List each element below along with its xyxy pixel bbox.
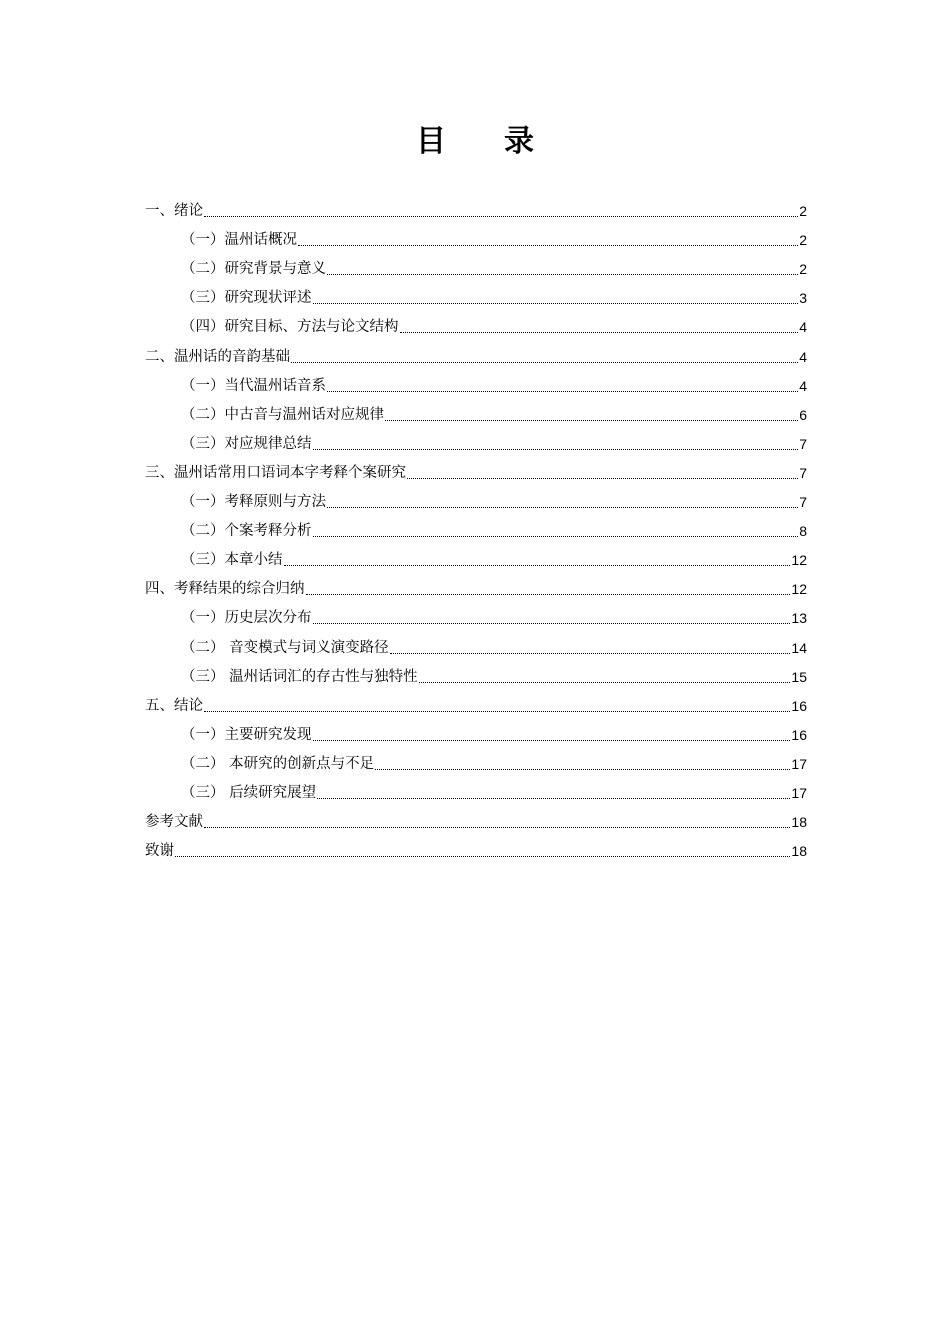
dot-leader <box>375 768 790 770</box>
dot-leader <box>317 797 790 799</box>
toc-page-number: 3 <box>799 290 807 307</box>
toc-entry[interactable] <box>145 368 807 397</box>
toc-entry[interactable] <box>145 833 807 862</box>
dot-leader <box>400 331 799 333</box>
toc-entry-title: （一）考释原则与方法 <box>181 494 326 511</box>
toc-entry[interactable] <box>145 600 807 629</box>
toc-entry[interactable] <box>145 484 807 513</box>
toc-entry[interactable] <box>145 688 807 717</box>
toc-page-number: 7 <box>799 435 807 452</box>
toc-page-number: 13 <box>791 610 807 627</box>
toc-entry[interactable] <box>145 338 807 367</box>
toc-entry[interactable] <box>145 804 807 833</box>
dot-leader <box>313 622 791 624</box>
toc-entry-title: （一）温州话概况 <box>181 232 297 249</box>
toc-page-number: 8 <box>799 523 807 540</box>
toc-entry-title: （一）当代温州话音系 <box>181 377 326 394</box>
toc-entry[interactable] <box>145 775 807 804</box>
toc-entry-title: （三） 温州话词汇的存古性与独特性 <box>181 668 418 685</box>
dot-leader <box>298 244 798 246</box>
toc-entry[interactable] <box>145 455 807 484</box>
table-of-contents <box>145 193 807 862</box>
toc-entry[interactable] <box>145 280 807 309</box>
dot-leader <box>390 652 791 654</box>
toc-page-number: 4 <box>799 348 807 365</box>
toc-entry[interactable] <box>145 717 807 746</box>
toc-entry[interactable] <box>145 193 807 222</box>
toc-entry-title: （二）中古音与温州话对应规律 <box>181 406 384 423</box>
toc-entry[interactable] <box>145 251 807 280</box>
dot-leader <box>175 855 790 857</box>
toc-entry[interactable] <box>145 746 807 775</box>
dot-leader <box>385 419 798 421</box>
toc-entry-title: （三）本章小结 <box>181 552 283 569</box>
toc-page-number: 16 <box>791 697 807 714</box>
toc-page-number: 4 <box>799 319 807 336</box>
toc-entry-title: （三） 后续研究展望 <box>181 784 317 801</box>
toc-page-number: 14 <box>791 639 807 656</box>
dot-leader <box>327 506 798 508</box>
dot-leader <box>407 477 798 479</box>
dot-leader <box>313 448 799 450</box>
dot-leader <box>306 593 791 595</box>
toc-page-number: 2 <box>799 203 807 220</box>
dot-leader <box>313 739 791 741</box>
toc-page-number: 17 <box>791 784 807 801</box>
toc-entry[interactable] <box>145 659 807 688</box>
toc-entry-title: （四）研究目标、方法与论文结构 <box>181 319 399 336</box>
toc-entry-title: （二）个案考释分析 <box>181 523 312 540</box>
dot-leader <box>327 273 798 275</box>
toc-entry-title: 二、温州话的音韵基础 <box>145 348 290 365</box>
toc-entry[interactable] <box>145 629 807 658</box>
toc-page-number: 2 <box>799 261 807 278</box>
dot-leader <box>204 826 790 828</box>
dot-leader <box>291 361 798 363</box>
toc-page-number: 15 <box>791 668 807 685</box>
dot-leader <box>204 215 798 217</box>
toc-entry-title: （二） 本研究的创新点与不足 <box>181 755 375 772</box>
toc-entry[interactable] <box>145 309 807 338</box>
toc-entry-title: （三）对应规律总结 <box>181 435 312 452</box>
toc-entry-title: 五、结论 <box>145 697 203 714</box>
toc-entry-title: （二）研究背景与意义 <box>181 261 326 278</box>
toc-page-number: 7 <box>799 464 807 481</box>
dot-leader <box>204 710 790 712</box>
toc-entry-title: （一）历史层次分布 <box>181 610 312 627</box>
toc-page-number: 12 <box>791 552 807 569</box>
toc-entry-title: 参考文献 <box>145 814 203 831</box>
dot-leader <box>327 390 798 392</box>
toc-entry[interactable] <box>145 426 807 455</box>
dot-leader <box>313 535 799 537</box>
toc-page-number: 6 <box>799 406 807 423</box>
toc-page-number: 4 <box>799 377 807 394</box>
dot-leader <box>313 302 799 304</box>
page-title: 目录 <box>416 124 592 159</box>
toc-entry-title: 一、绪论 <box>145 203 203 220</box>
toc-page-number: 16 <box>791 726 807 743</box>
toc-entry-title: （二） 音变模式与词义演变路径 <box>181 639 389 656</box>
toc-page-number: 12 <box>791 581 807 598</box>
toc-entry[interactable] <box>145 571 807 600</box>
toc-page-number: 18 <box>791 843 807 860</box>
toc-entry-title: （三）研究现状评述 <box>181 290 312 307</box>
toc-entry[interactable] <box>145 222 807 251</box>
toc-page-number: 7 <box>799 494 807 511</box>
toc-entry-title: 三、温州话常用口语词本字考释个案研究 <box>145 464 406 481</box>
toc-entry-title: 四、考释结果的综合归纳 <box>145 581 305 598</box>
toc-entry[interactable] <box>145 542 807 571</box>
toc-entry[interactable] <box>145 397 807 426</box>
toc-page-number: 2 <box>799 232 807 249</box>
toc-entry[interactable] <box>145 513 807 542</box>
toc-page-number: 17 <box>791 755 807 772</box>
toc-page-number: 18 <box>791 814 807 831</box>
dot-leader <box>419 681 791 683</box>
toc-entry-title: 致谢 <box>145 843 174 860</box>
dot-leader <box>284 564 791 566</box>
toc-entry-title: （一）主要研究发现 <box>181 726 312 743</box>
